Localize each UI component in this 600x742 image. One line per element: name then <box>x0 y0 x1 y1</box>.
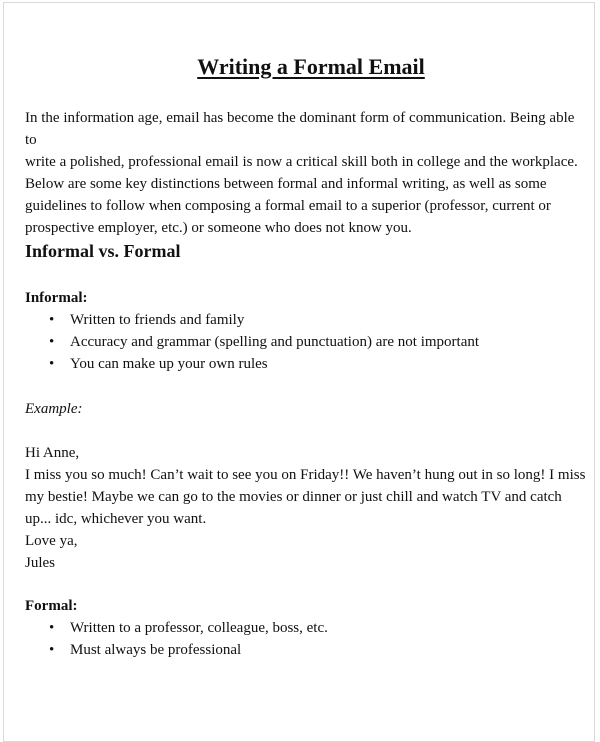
email-line: my bestie! Maybe we can go to the movies or dinner or just chill and watch TV and catch <box>25 489 562 505</box>
email-line: I miss you so much! Can’t wait to see you on Friday!! We haven’t hung out in so long! I miss <box>25 467 586 483</box>
bullet-icon: • <box>49 620 55 636</box>
email-line: Hi Anne, <box>25 445 80 461</box>
document-page <box>3 2 595 742</box>
intro-line: write a polished, professional email is now a critical skill both in college and the workplace. <box>25 154 578 170</box>
page-title: Writing a Formal Email <box>197 54 425 79</box>
list-item <box>25 639 328 661</box>
informal-bullet-list <box>25 309 479 375</box>
bullet-icon: • <box>49 334 55 350</box>
formal-bullet-list <box>25 617 328 661</box>
list-item-text: You can make up your own rules <box>70 356 268 372</box>
list-item-text: Written to friends and family <box>70 312 245 328</box>
bullet-icon: • <box>49 312 55 328</box>
intro-line: Below are some key distinctions between formal and informal writing, as well as some <box>25 176 547 192</box>
informal-label: Informal: <box>25 290 88 306</box>
example-label: Example: <box>25 401 83 417</box>
intro-line: prospective employer, etc.) or someone who does not know you. <box>25 220 412 236</box>
list-item <box>25 331 479 353</box>
email-line: Jules <box>25 555 55 571</box>
bullet-icon: • <box>49 642 55 658</box>
email-line: Love ya, <box>25 533 78 549</box>
section-heading: Informal vs. Formal <box>25 241 181 261</box>
bullet-icon: • <box>49 356 55 372</box>
list-item <box>25 309 479 331</box>
intro-paragraph <box>25 107 587 239</box>
intro-line: guidelines to follow when composing a formal email to a superior (professor, current or <box>25 198 551 214</box>
list-item <box>25 353 479 375</box>
list-item-text: Accuracy and grammar (spelling and punctuation) are not important <box>70 334 480 350</box>
formal-label: Formal: <box>25 598 78 614</box>
list-item <box>25 617 328 639</box>
example-email <box>25 442 587 574</box>
intro-line: In the information age, email has become the dominant form of communication. Being able to <box>25 110 575 148</box>
list-item-text: Written to a professor, colleague, boss, etc. <box>70 620 328 636</box>
list-item-text: Must always be professional <box>70 642 242 658</box>
email-line: up... idc, whichever you want. <box>25 511 207 527</box>
